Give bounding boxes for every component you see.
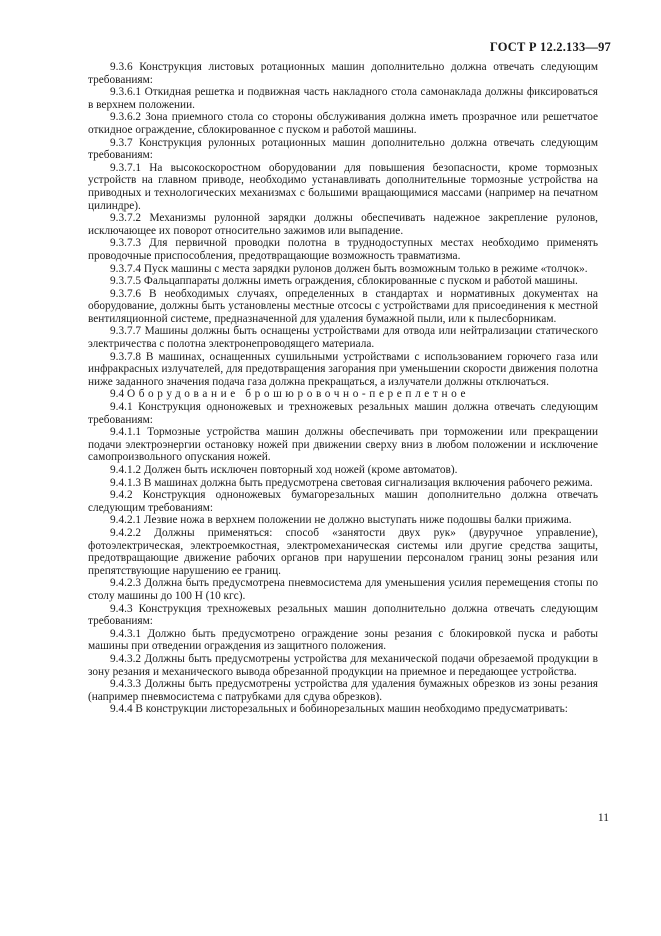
paragraph-9-4-2-3: 9.4.2.3 Должна быть предусмотрена пневмосистема для уменьшения усилия перемещения стопы по столу машины до 100 Н (10 кгс). (88, 577, 598, 602)
paragraph-9-3-7-4: 9.3.7.4 Пуск машины с места зарядки рулонов должен быть возможным только в режиме «толчок». (110, 262, 588, 275)
paragraph-9-3-7-6: 9.3.7.6 В необходимых случаях, определенных в стандартах и нормативных документах на оборудование, должны быть установлены местные отсосы с устройствами для присоединения к местной вентиляционной системе, предназначенной для удаления бумажной пыли, или к пылесборникам. (88, 287, 598, 325)
section-heading-9-4 (88, 388, 598, 401)
paragraph-9-3-6-2: 9.3.6.2 Зона приемного стола со стороны обслуживания должна иметь прозрачное или решетчатое откидное ограждение, сблокированное с пуском и работой машины. (88, 111, 598, 136)
paragraph-9-4-3-3: 9.4.3.3 Должны быть предусмотрены устройства для удаления бумажных обрезков из зоны резания (например пневмосистема с патрубками для сдува обрезков). (88, 678, 598, 703)
paragraph-9-3-6: 9.3.6 Конструкция листовых ротационных машин дополнительно должна отвечать следующим требованиям: (88, 61, 598, 86)
paragraph-9-3-7-3: 9.3.7.3 Для первичной проводки полотна в труднодоступных местах необходимо применять проводочные приспособления, предотвращающие возможность травматизма. (88, 237, 598, 262)
document-body (88, 61, 598, 716)
paragraph-9-4-3-2: 9.4.3.2 Должны быть предусмотрены устройства для механической подачи обрезаемой продукции в зону резания и механического вывода обрезанной продукции на приемное и передающее устройства. (88, 652, 598, 678)
paragraph-9-4-2-1: 9.4.2.1 Лезвие ножа в верхнем положении не должно выступать ниже подошвы балки прижима. (110, 514, 572, 527)
paragraph-9-3-7: 9.3.7 Конструкция рулонных ротационных машин дополнительно должна отвечать следующим требованиям: (88, 136, 598, 162)
paragraph-9-4-3-1: 9.4.3.1 Должно быть предусмотрено ограждение зоны резания с блокировкой пуска и работы машины при отведении ограждения из защитного положения. (88, 627, 598, 653)
paragraph-9-3-7-8: 9.3.7.8 В машинах, оснащенных сушильными устройствами с использованием горючего газа или инфракрасных излучателей, для предотвращения загорания при уменьшении скорости движения полотна ниже заданного значения подача газа должна прекращаться, а излучатели должны отключаться. (88, 350, 598, 388)
paragraph-9-4-2-2: 9.4.2.2 Должны применяться: способ «занятости двух рук» (двуручное управление), фотоэлектрическая, электроемкостная, электромеханическая системы или другие средства защиты, предотвращающие движение рабочих органов при нарушении персоналом границ зоны резания или препятствующие нарушению ее границ. (88, 526, 598, 577)
section-number: 9.4 (110, 388, 125, 401)
paragraph-9-4-1-1: 9.4.1.1 Тормозные устройства машин должны обеспечивать при торможении или прекращении подачи электроэнергии остановку ножей при движении сверху вниз в любом положении и исключение самопроизвольного опускания ножей. (88, 426, 598, 464)
paragraph-9-3-6-1: 9.3.6.1 Откидная решетка и подвижная часть накладного стола самонаклада должны фиксироваться в верхнем положении. (88, 86, 598, 111)
section-title-spaced: Оборудование брошюровочно-переплетное (126, 388, 470, 401)
paragraph-9-3-7-7: 9.3.7.7 Машины должны быть оснащены устройствами для отвода или нейтрализации статического электричества с полотна электронепроводящего материала. (88, 325, 598, 351)
page-number: 11 (597, 812, 609, 824)
paragraph-9-4-1-3: 9.4.1.3 В машинах должна быть предусмотрена световая сигнализация включения рабочего режима. (110, 476, 593, 489)
paragraph-9-4-4: 9.4.4 В конструкции листорезальных и бобинорезальных машин необходимо предусматривать: (110, 703, 568, 716)
paragraph-9-4-1-2: 9.4.1.2 Должен быть исключен повторный ход ножей (кроме автоматов). (110, 464, 458, 476)
paragraph-9-3-7-2: 9.3.7.2 Механизмы рулонной зарядки должны обеспечивать надежное закрепление рулонов, исключающее их поворот относительно зажимов или выпадение. (88, 212, 598, 237)
paragraph-9-4-3: 9.4.3 Конструкция трехножевых резальных машин дополнительно должна отвечать следующим требованиям: (88, 602, 598, 628)
standard-code-header: ГОСТ Р 12.2.133—97 (489, 40, 611, 54)
paragraph-9-3-7-5: 9.3.7.5 Фальцаппараты должны иметь ограждения, сблокированные с пуском и работой машины. (110, 275, 578, 288)
paragraph-9-4-1: 9.4.1 Конструкция одноножевых и трехножевых резальных машин должна отвечать следующим требованиям: (88, 401, 598, 426)
paragraph-9-3-7-1: 9.3.7.1 На высокоскоростном оборудовании для повышения безопасности, кроме тормозных устройств на главном приводе, необходимо устанавливать дополнительные тормозные устройства на приводных и технологических механизмах с большими вращающимися массами (например на печатном цилиндре). (88, 161, 598, 212)
paragraph-9-4-2: 9.4.2 Конструкция одноножевых бумагорезальных машин дополнительно должна отвечать следующим требованиям: (88, 489, 598, 514)
